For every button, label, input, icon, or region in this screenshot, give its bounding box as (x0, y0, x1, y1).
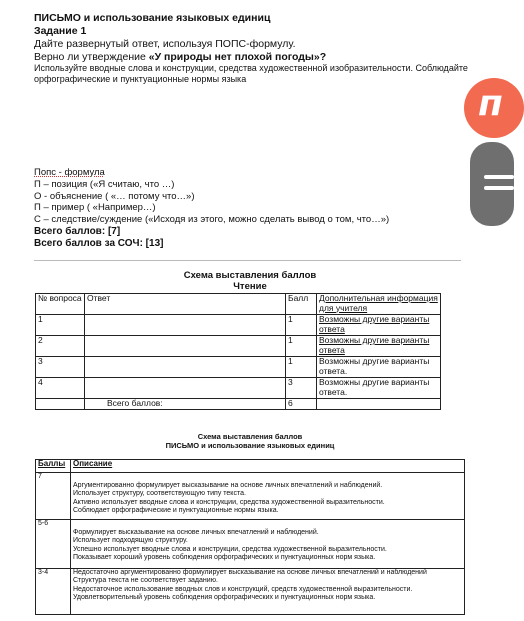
total-label: Всего баллов: (85, 399, 286, 410)
col-header-answer: Ответ (85, 294, 286, 315)
row-answer (85, 315, 286, 336)
reading-score-table (35, 293, 441, 410)
pops-explanation: О - объяснение ( «… потому что…») (34, 190, 195, 202)
scheme2-header (0, 432, 500, 450)
table-row (36, 315, 441, 336)
row-description (71, 569, 465, 615)
row-answer (85, 378, 286, 399)
soch-total: Всего баллов за СОЧ: [13] (34, 237, 164, 249)
row-points: 3-4 (36, 569, 71, 615)
col-header-points: Баллы (36, 460, 71, 473)
description-line: Недостаточно аргументированно формулирует высказывание на основе личных впечатлений и наблюдений (73, 569, 427, 576)
row-description (71, 473, 465, 520)
description-line: Недостаточное использование вводных слов и конструкций, средств художественной выразительности. (73, 585, 413, 593)
pops-example: П – пример ( «Например…) (34, 202, 156, 214)
question-lead: Верно ли утверждение (34, 50, 149, 63)
scheme2-subtitle: ПИСЬМО и использование языковых единиц (165, 441, 335, 450)
table-row (36, 520, 465, 569)
description-line: Использует подходящую структуру. (73, 537, 188, 545)
table-row (36, 569, 465, 615)
row-number: 1 (36, 315, 85, 336)
task-number: Задание 1 (34, 25, 87, 37)
row-info: Возможны другие варианты ответа. (317, 378, 441, 399)
total-value: 6 (286, 399, 317, 410)
description-line: Соблюдает орфографические и пунктуационные нормы языка. (73, 507, 279, 515)
table-row (36, 357, 441, 378)
description-line: Успешно использует вводные слова и конструкции, средства художественной выразительности. (73, 545, 387, 553)
row-info: Возможны другие варианты ответа. (317, 357, 441, 378)
row-number: 3 (36, 357, 85, 378)
row-score: 3 (286, 378, 317, 399)
scheme1-header (0, 270, 500, 292)
description-line: Активно использует вводные слова и конструкции, средства художественной выразительности. (73, 498, 385, 506)
description-line: Структура текста не соответствует заданию. (73, 577, 218, 585)
row-info: Возможны другие варианты ответа (317, 315, 441, 336)
row-number: 4 (36, 378, 85, 399)
table-total-row (36, 399, 441, 410)
row-points: 7 (36, 473, 71, 520)
pops-total: Всего баллов: [7] (34, 225, 121, 237)
description-line: Удовлетворительный уровень соблюдения орфографических и пунктуационных норм языка. (73, 594, 376, 602)
pops-position: П – позиция («Я считаю, что …) (34, 178, 175, 190)
scheme2-title: Схема выставления баллов (197, 432, 303, 441)
row-points: 5-6 (36, 520, 71, 569)
col-header-number: № вопроса (36, 294, 85, 315)
task-note: Используйте вводные слова и конструкции, средства художественной изобразительности. Соблюдайте орфографические и пунктуационные нормы языка (34, 63, 468, 84)
description-line: Формулирует высказывание на основе личных впечатлений и наблюдений. (73, 529, 319, 536)
description-line: Аргументированно формулирует высказывание на основе личных впечатлений и наблюдений. (73, 482, 383, 489)
row-answer (85, 336, 286, 357)
doc-title: ПИСЬМО и использование языковых единиц (34, 12, 271, 24)
row-info: Возможны другие варианты ответа (317, 336, 441, 357)
writing-score-table (35, 459, 465, 615)
table-row (36, 378, 441, 399)
col-header-score: Балл (286, 294, 317, 315)
description-line: Показывает хороший уровень соблюдения орфографических и пунктуационных норм языка. (73, 554, 376, 562)
divider (34, 260, 461, 261)
col-header-description: Описание (71, 460, 465, 473)
table-row (36, 336, 441, 357)
col-header-info: Дополнительная информация для учителя (317, 294, 441, 315)
pops-conclusion: С – следствие/суждение («Исходя из этого, можно сделать вывод о том, что…») (34, 214, 390, 226)
total-info (317, 399, 441, 410)
pops-title: Попс - формула (34, 167, 105, 178)
task-header (34, 12, 484, 85)
pops-formula (34, 167, 484, 250)
row-answer (85, 357, 286, 378)
question-quote: «У природы нет плохой погоды»? (148, 50, 327, 63)
scheme1-title: Схема выставления баллов (183, 270, 317, 281)
row-description (71, 520, 465, 569)
total-spacer (36, 399, 85, 410)
description-line: Использует структуру, соответствующую типу текста. (73, 490, 246, 498)
scheme1-subtitle: Чтение (233, 281, 267, 292)
task-instruction: Дайте развернутый ответ, используя ПОПС-формулу. (34, 38, 296, 50)
row-score: 1 (286, 336, 317, 357)
task-question (34, 51, 484, 64)
row-number: 2 (36, 336, 85, 357)
row-score: 1 (286, 315, 317, 336)
brand-logo-icon[interactable]: п (464, 78, 524, 138)
row-score: 1 (286, 357, 317, 378)
table-row (36, 473, 465, 520)
